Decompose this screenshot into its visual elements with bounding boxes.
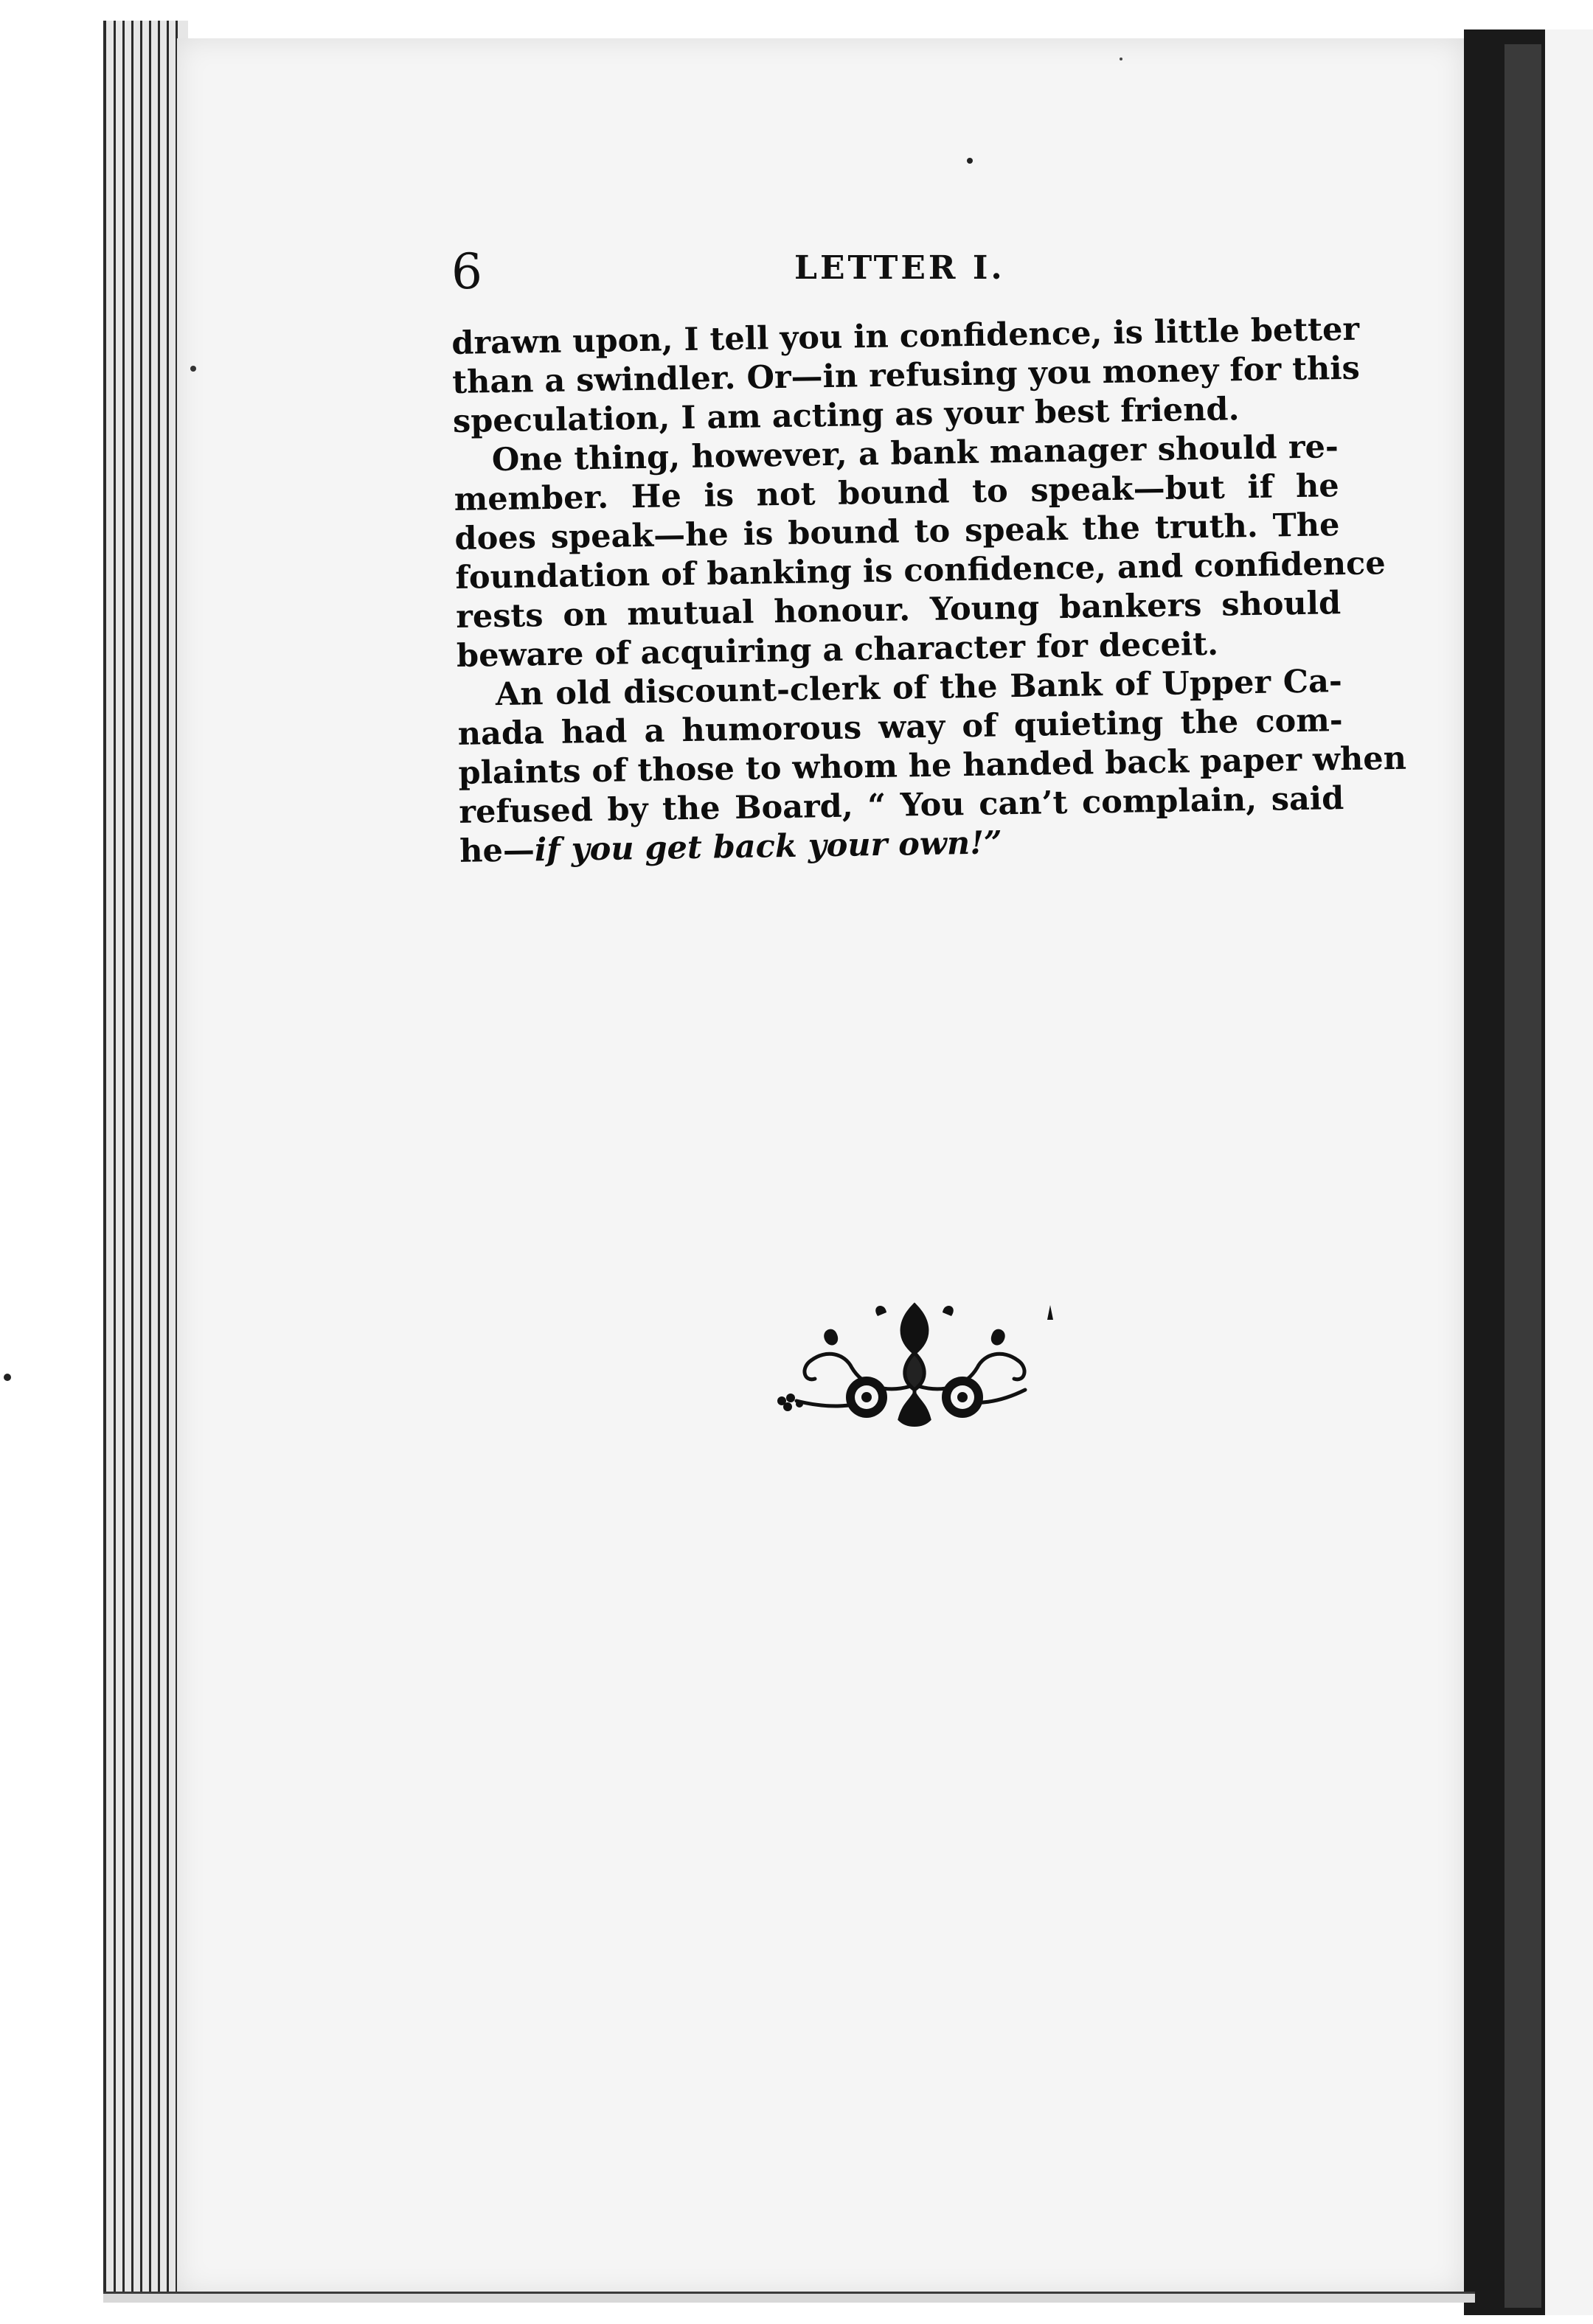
running-head: LETTER I. — [794, 249, 1005, 287]
text-line: beware of acquiring a character for deceit. — [456, 625, 1219, 675]
adjacent-page-edge — [1545, 29, 1593, 2315]
page-number: 6 — [451, 243, 482, 300]
final-line-italic: if you get back your own!” — [534, 824, 1003, 869]
text-line: nada had a humorous way of quieting the com- — [457, 702, 1343, 753]
body-text — [451, 310, 1407, 872]
book-binding-shadow — [1504, 44, 1541, 2308]
text-line: plaints of those to whom he handed back paper when — [458, 740, 1407, 792]
text-line: drawn upon, I tell you in confidence, is little better — [451, 310, 1360, 362]
text-line: than a swindler. Or—in refusing you money for this — [451, 349, 1361, 401]
page-header — [451, 229, 1336, 310]
final-line-prefix: he— — [459, 832, 535, 870]
text-line: An old discount-clerk of the Bank of Upper Ca- — [495, 663, 1343, 714]
text-line: member. He is not bound to speak—but if he — [454, 467, 1339, 518]
text-line: does speak—he is bound to speak the truth. The — [454, 507, 1340, 557]
text-line: rests on mutual honour. Young bankers should — [455, 585, 1342, 636]
text-line: refused by the Board, “ You can’t complain, said — [459, 780, 1344, 831]
text-line: One thing, however, a bank manager should re- — [491, 428, 1339, 479]
page-stack-edges — [103, 21, 188, 2299]
page-bottom-edge — [103, 2292, 1475, 2303]
text-line: foundation of banking is confidence, and confidence — [455, 545, 1386, 596]
text-line: speculation, I am acting as your best friend. — [452, 391, 1240, 440]
floral-tailpiece-icon — [767, 1298, 1062, 1445]
